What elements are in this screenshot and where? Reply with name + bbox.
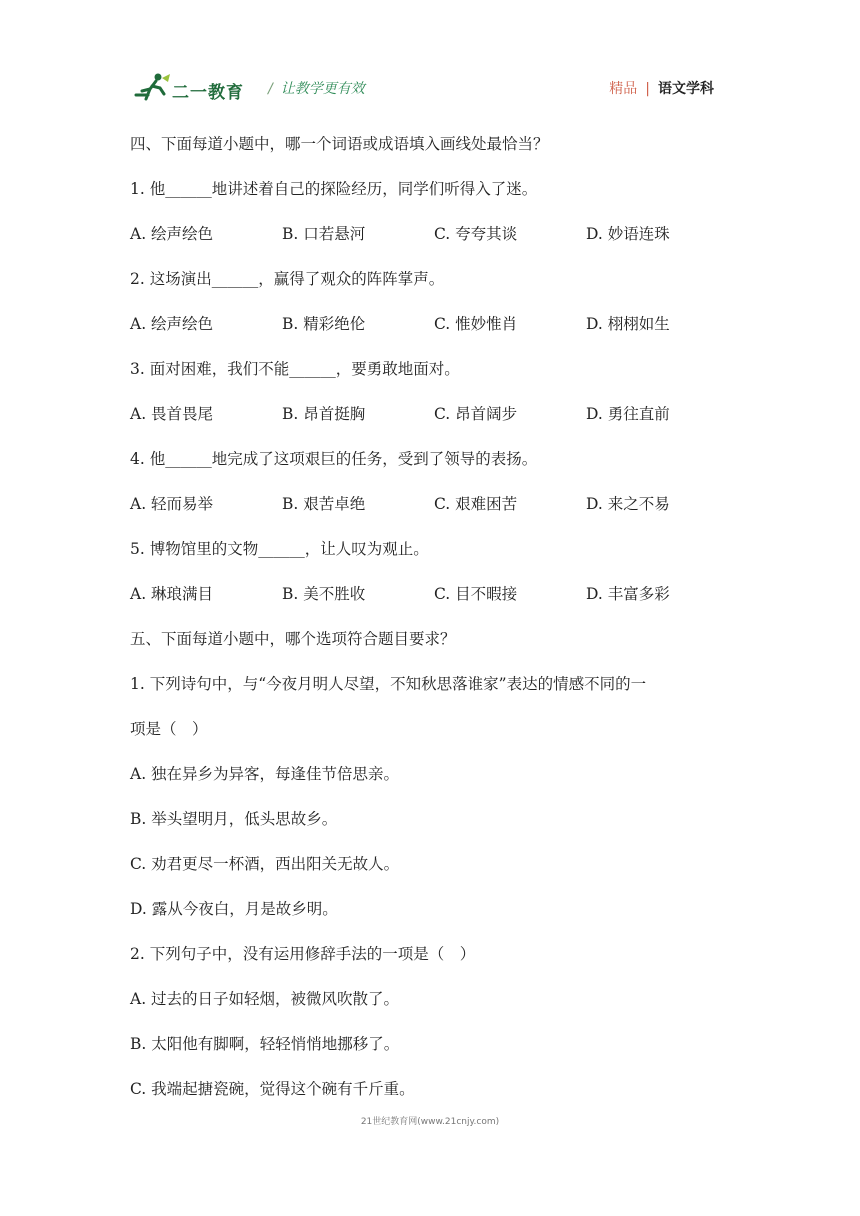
- question-options: [130, 302, 740, 347]
- question-stem: 4. 他______地完成了这项艰巨的任务，受到了领导的表扬。: [130, 450, 538, 468]
- slogan-text: 让教学更有效: [280, 81, 365, 97]
- question-stem: 3. 面对困难，我们不能______，要勇敢地面对。: [130, 360, 460, 378]
- option: D. 妙语连珠: [586, 225, 670, 243]
- slash-divider: /: [268, 81, 273, 97]
- question-stem-continued: 项是（ ）: [130, 720, 208, 738]
- option: A. 绘声绘色: [130, 225, 214, 243]
- option: C. 劝君更尽一杯酒，西出阳关无故人。: [130, 855, 400, 873]
- option: B. 口若悬河: [282, 225, 366, 243]
- option: B. 昂首挺胸: [282, 405, 366, 423]
- document-body: [130, 122, 740, 1112]
- option: C. 夸夸其谈: [434, 225, 518, 243]
- option: D. 露从今夜白，月是故乡明。: [130, 900, 338, 918]
- option: D. 栩栩如生: [586, 315, 670, 333]
- option: B. 太阳他有脚啊，轻轻悄悄地挪移了。: [130, 1035, 400, 1053]
- question-options: [130, 572, 740, 617]
- option: D. 丰富多彩: [586, 585, 670, 603]
- question-stem: 2. 下列句子中，没有运用修辞手法的一项是（ ）: [130, 945, 476, 963]
- option: A. 琳琅满目: [130, 585, 214, 603]
- question-options: [130, 212, 740, 257]
- runner-logo-icon: [134, 72, 174, 102]
- option: A. 轻而易举: [130, 495, 214, 513]
- option: C. 艰难困苦: [434, 495, 518, 513]
- option: B. 举头望明月，低头思故乡。: [130, 810, 338, 828]
- option: B. 美不胜收: [282, 585, 366, 603]
- slogan: [268, 78, 365, 98]
- option: C. 昂首阔步: [434, 405, 518, 423]
- option: D. 来之不易: [586, 495, 670, 513]
- question-stem: 1. 下列诗句中，与“今夜月明人尽望，不知秋思落谁家”表达的情感不同的一: [130, 675, 647, 693]
- question-options: [130, 482, 740, 527]
- option: C. 我端起搪瓷碗，觉得这个碗有千斤重。: [130, 1080, 415, 1098]
- option: D. 勇往直前: [586, 405, 670, 423]
- option: C. 惟妙惟肖: [434, 315, 518, 333]
- option: C. 目不暇接: [434, 585, 518, 603]
- section5-title: 五、下面每道小题中，哪个选项符合题目要求？: [130, 630, 456, 648]
- option: A. 过去的日子如轻烟，被微风吹散了。: [130, 990, 400, 1008]
- logo: [134, 72, 264, 102]
- section4-title: 四、下面每道小题中，哪一个词语或成语填入画线处最恰当？: [130, 135, 549, 153]
- question-stem: 2. 这场演出______，赢得了观众的阵阵掌声。: [130, 270, 445, 288]
- option: A. 独在异乡为异客，每逢佳节倍思亲。: [130, 765, 400, 783]
- question-options: [130, 392, 740, 437]
- header-right: [609, 78, 714, 98]
- option: A. 畏首畏尾: [130, 405, 214, 423]
- question-stem: 5. 博物馆里的文物______，让人叹为观止。: [130, 540, 429, 558]
- premium-label: 精品: [609, 81, 638, 97]
- option: A. 绘声绘色: [130, 315, 214, 333]
- page-footer: 21世纪教育网(www.21cnjy.com): [360, 1117, 500, 1127]
- question-stem: 1. 他______地讲述着自己的探险经历，同学们听得入了迷。: [130, 180, 538, 198]
- header-divider: |: [645, 81, 650, 97]
- subject-label: 语文学科: [658, 81, 714, 97]
- logo-text: 二一教育: [172, 83, 244, 103]
- page-header: [134, 68, 714, 108]
- option: B. 艰苦卓绝: [282, 495, 366, 513]
- option: B. 精彩绝伦: [282, 315, 366, 333]
